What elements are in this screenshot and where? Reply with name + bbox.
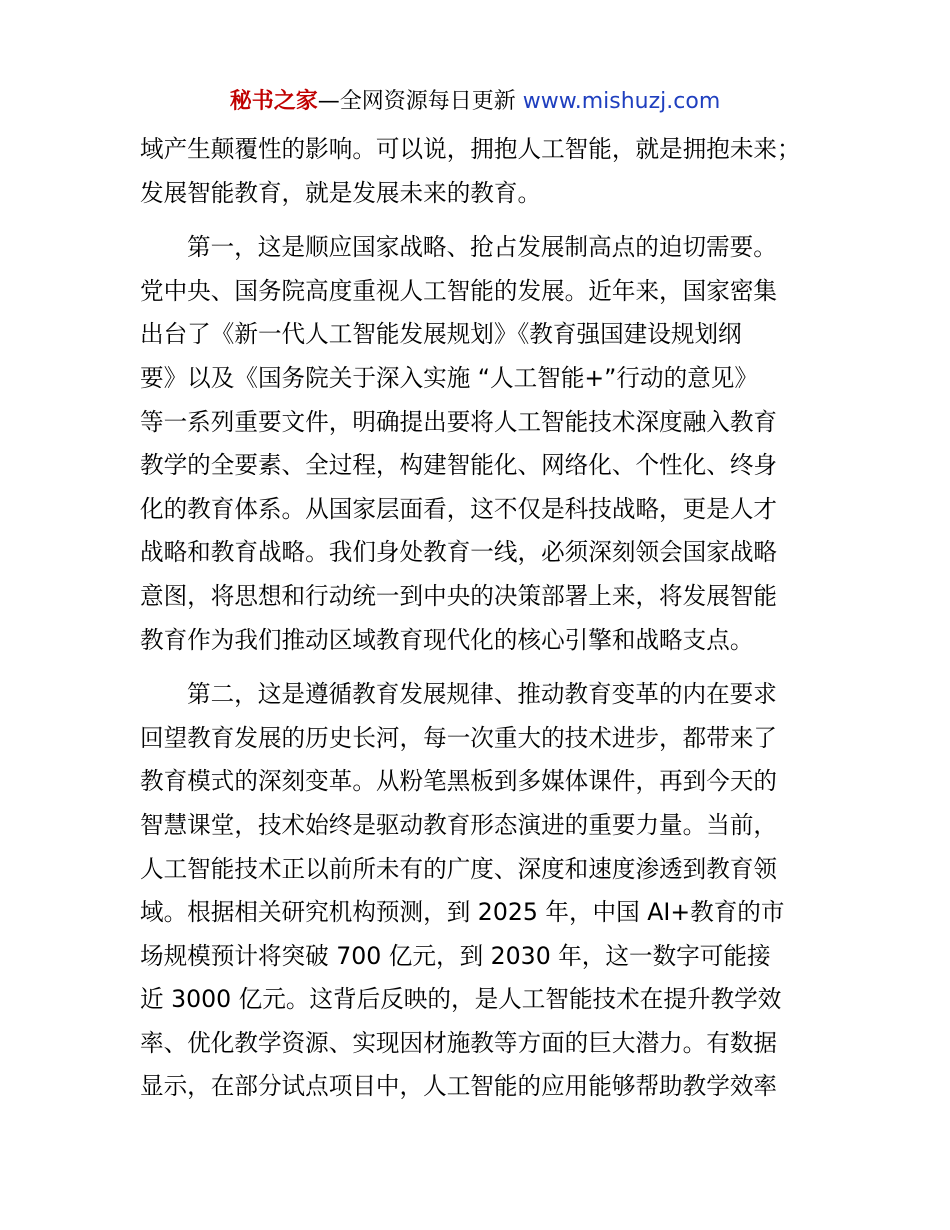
text-line: 要》以及《国务院关于深入实施 “人工智能+”行动的意见》 (140, 363, 758, 392)
site-tagline: —全网资源每日更新 (317, 89, 523, 114)
text-line: 场规模预计将突破 700 亿元，到 2030 年，这一数字可能接 (140, 941, 771, 970)
text-line: 等一系列重要文件，明确提出要将人工智能技术深度融入教育 (140, 407, 778, 436)
paragraph-second-point (140, 673, 812, 1109)
text-line: 近 3000 亿元。这背后反映的，是人工智能技术在提升教学效 (140, 985, 782, 1014)
text-line: 回望教育发展的历史长河，每一次重大的技术进步，都带来了 (140, 723, 778, 752)
text-line: 教学的全要素、全过程，构建智能化、网络化、个性化、终身 (140, 451, 778, 480)
text-line: 出台了《新一代人工智能发展规划》《教育强国建设规划纲 (140, 320, 742, 349)
site-url-link[interactable]: www.mishuzj.com (522, 89, 721, 114)
text-line: 第二，这是遵循教育发展规律、推动教育变革的内在要求 (187, 680, 777, 709)
text-line: 率、优化教学资源、实现因材施教等方面的巨大潜力。有数据 (140, 1028, 778, 1057)
text-line: 教育模式的深刻变革。从粉笔黑板到多媒体课件，再到今天的 (140, 767, 778, 796)
site-brand: 秘书之家 (229, 89, 318, 114)
text-line: 第一，这是顺应国家战略、抢占发展制高点的迫切需要。 (187, 233, 777, 262)
text-line: 教育作为我们推动区域教育现代化的核心引擎和战略支点。 (140, 625, 754, 654)
paragraph-first-point (140, 226, 812, 662)
text-line: 发展智能教育，就是发展未来的教育。 (140, 178, 542, 207)
site-header (0, 86, 950, 118)
document-body (140, 128, 812, 1109)
paragraph-continuation (140, 128, 812, 215)
text-line: 化的教育体系。从国家层面看，这不仅是科技战略，更是人才 (140, 494, 778, 523)
text-line: 战略和教育战略。我们身处教育一线，必须深刻领会国家战略 (140, 538, 778, 567)
text-line: 党中央、国务院高度重视人工智能的发展。近年来，国家密集 (140, 276, 778, 305)
text-line: 显示，在部分试点项目中，人工智能的应用能够帮助教学效率 (140, 1072, 778, 1101)
text-line: 智慧课堂，技术始终是驱动教育形态演进的重要力量。当前， (140, 810, 778, 839)
text-line: 域。根据相关研究机构预测，到 2025 年，中国 AI+教育的市 (140, 898, 785, 927)
text-line: 意图，将思想和行动统一到中央的决策部署上来，将发展智能 (140, 581, 778, 610)
text-line: 人工智能技术正以前所未有的广度、深度和速度渗透到教育领 (140, 854, 778, 883)
text-line: 域产生颠覆性的影响。可以说，拥抱人工智能，就是拥抱未来； (140, 135, 801, 163)
